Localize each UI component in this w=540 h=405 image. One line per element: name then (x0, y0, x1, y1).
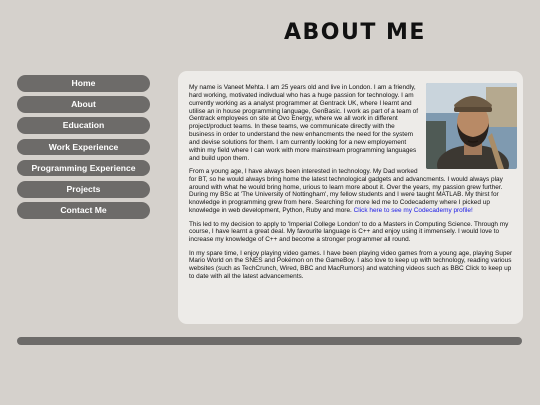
about-paragraph-background (189, 168, 515, 215)
about-paragraph-hobbies: In my spare time, I enjoy playing video games. I have been playing video games from a young age, playing Super Mario World on the SNES and Pokémon on the GameBoy. I also love to keep up with technology, reading various websites (such as TechCrunch, Wired, BBC and MacRumors) and watching videos such as BBC Click to keep up to date with all the latest advancements. (189, 249, 513, 281)
nav-programming-experience-button[interactable]: Programming Experience (17, 160, 150, 177)
profile-photo-image (426, 83, 517, 169)
about-content-card (178, 71, 523, 324)
about-paragraph-intro: My name is Vaneet Mehta. I am 25 years old and live in London. I am a friendly, hard working, motivated indivdual who has a huge passion for technology. I am currently working as a analyst programmer at Gentrack UK, where I learnt and utilise an in house programming language, GenBasic. I work as part of a team of Gentrack employees on site at Ovo Energy, where we all work in different project/product teams. In these teams, we communicate directly with the business in order to understand the new enhancments the need for the system and devise solutions for them. I am currently looking for a new employement within my field where I can work with more mainstream programming languages and build upon them. (189, 84, 419, 162)
nav-contact-me-button[interactable]: Contact Me (17, 202, 150, 219)
nav-work-experience-button[interactable]: Work Experience (17, 139, 150, 156)
nav-projects-button[interactable]: Projects (17, 181, 150, 198)
page-title: ABOUT ME (284, 20, 426, 45)
nav-home-button[interactable]: Home (17, 75, 150, 92)
nav-education-button[interactable]: Education (17, 117, 150, 134)
footer-bar (17, 337, 522, 345)
profile-photo (426, 83, 517, 169)
about-paragraph-education: This led to my decision to apply to 'Imperial College London' to do a Masters in Computing Science. Through my course, I have learnt a great deal. My favourite language is C++ and enjoy using it immensely. I would love to increase my knowledge of C++ and become a stronger programmer all round. (189, 220, 509, 244)
about-paragraph-background-text: From a young age, I have always been interested in technology. My Dad worked for BT, so he would always bring home the latest technological gadgets and advancments. I would always play around with what he would bring home, urious to learn more about it. Over the years, my passion grew further. During my BSc at 'The University of Nottingham', my fellow students and I were taught MATLAB. My thirst for knowledge in programming grew from here. Searching for more led me to Codecademy where I picked up knowledge in web development, Python, Ruby and more. (189, 167, 503, 215)
codecademy-profile-link[interactable]: Click here to see my Codecademy profile! (353, 207, 473, 215)
sidebar-nav (17, 75, 150, 219)
nav-about-button[interactable]: About (17, 96, 150, 113)
